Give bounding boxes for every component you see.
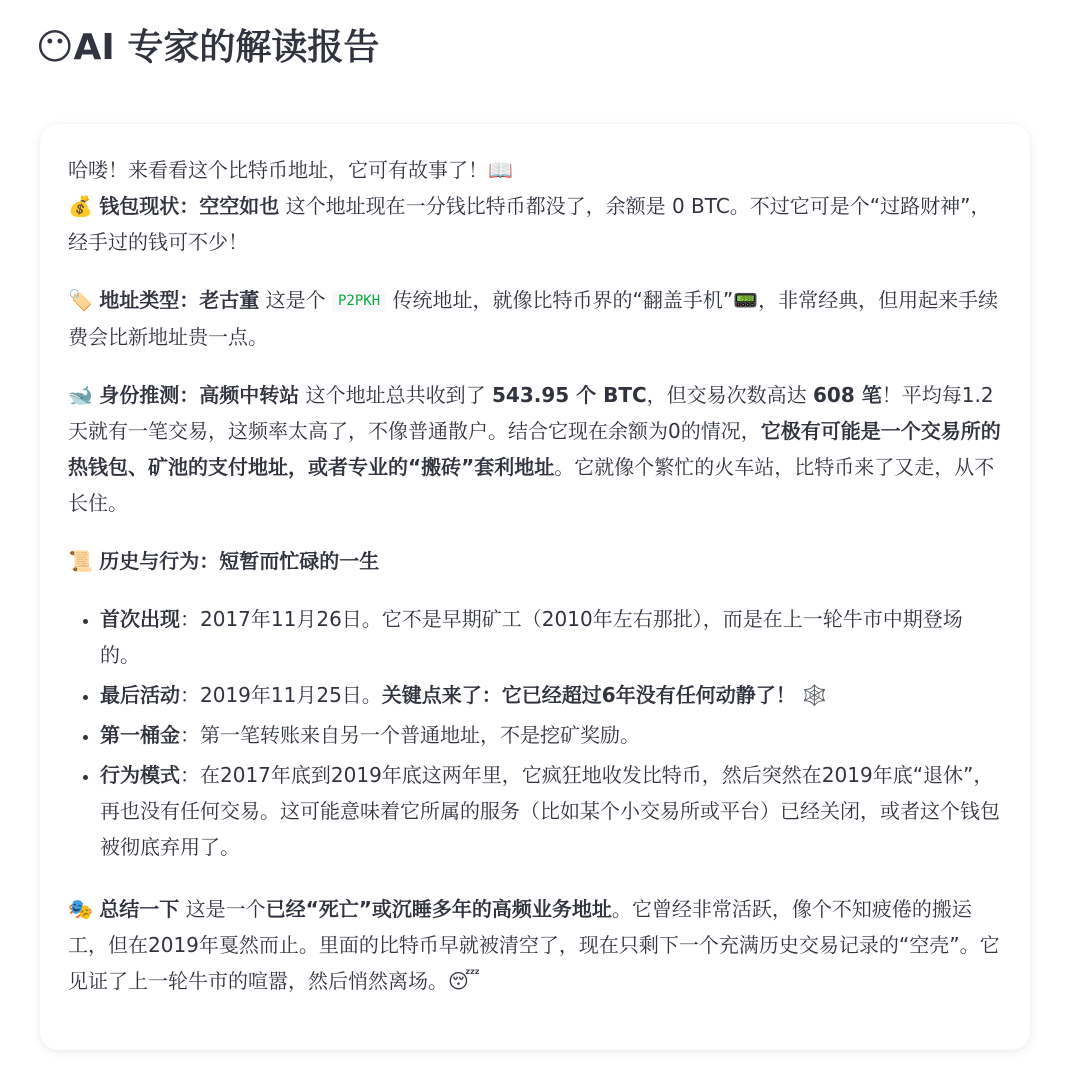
money-bag-icon: 💰 (68, 194, 93, 218)
scroll-icon: 📜 (68, 549, 93, 573)
report-card (40, 124, 1030, 1050)
summary-paragraph (68, 891, 1002, 999)
identity-text-2: ，但交易次数高达 (646, 383, 814, 407)
summary-text-2: 。它曾经非常活跃，像个不知疲倦的搬运工，但在2019年戛然而止。里面的比特币早就被清空了，现在只剩下一个充满历史交易记录的“空壳”。它见证了上一轮牛市的喧嚣，然后悄然离场。😴 (68, 897, 1000, 993)
summary-label: 总结一下 (99, 897, 180, 921)
whale-icon: 🐋 (68, 383, 93, 407)
list-item-label: 第一桶金 (100, 723, 180, 747)
summary-text-1: 这是一个 (179, 897, 266, 921)
history-list (68, 601, 1002, 865)
identity-text-4: 。它就像个繁忙的火车站，比特币来了又走，从不长住。 (68, 455, 995, 515)
identity-paragraph (68, 377, 1002, 521)
spider-web-icon: 🕸️ (795, 683, 827, 707)
address-type-paragraph (68, 282, 1002, 355)
address-type-pre: 这是个 (259, 288, 332, 312)
history-label: 历史与行为：短暂而忙碌的一生 (99, 549, 380, 573)
list-item-label: 首次出现 (100, 607, 180, 631)
intro-text (68, 152, 1002, 260)
list-item-text: ：2017年11月26日。它不是早期矿工（2010年左右那批），而是在上一轮牛市中期登场的。 (100, 607, 963, 667)
list-item (100, 601, 1002, 673)
identity-received-amount: 543.95 个 BTC (491, 383, 647, 407)
list-item-text: ：第一笔转账来自另一个普通地址，不是挖矿奖励。 (180, 723, 640, 747)
intro-line: 哈喽！来看看这个比特币地址，它可有故事了！📖 (68, 158, 513, 182)
list-item (100, 677, 1002, 713)
address-type-label: 地址类型：老古董 (99, 288, 260, 312)
page-title: 😶AI 专家的解读报告 (36, 27, 380, 68)
list-item-text: ：2019年11月25日。 (180, 683, 382, 707)
wallet-text: 这个地址现在一分钱比特币都没了，余额是 0 BTC。不过它可是个“过路财神”，经手过的钱可不少！ (68, 194, 991, 254)
identity-text-1: 这个地址总共收到了 (299, 383, 492, 407)
history-heading (68, 543, 1002, 579)
list-item (100, 717, 1002, 753)
list-item-highlight: 关键点来了：它已经超过6年没有任何动静了！ (381, 683, 796, 707)
wallet-label: 钱包现状：空空如也 (99, 194, 280, 218)
list-item-label: 最后活动 (100, 683, 180, 707)
identity-text-3: ！平均每1.2天就有一笔交易，这频率太高了，不像普通散户。结合它现在余额为0的情况， (68, 383, 994, 443)
summary-highlight: 已经“死亡”或沉睡多年的高频业务地址 (265, 897, 612, 921)
identity-label: 身份推测：高频中转站 (99, 383, 300, 407)
label-tag-icon: 🏷️ (68, 288, 93, 312)
identity-conclusion: 它极有可能是一个交易所的热钱包、矿池的支付地址，或者专业的“搬砖”套利地址 (68, 419, 1001, 479)
address-type-code: P2PKH (332, 290, 386, 312)
list-item-text: ：在2017年底到2019年底这两年里，它疯狂地收发比特币，然后突然在2019年底“退休”，再也没有任何交易。这可能意味着它所属的服务（比如某个小交易所或平台）已经关闭，或者这个钱包被彻底弃用了。 (100, 763, 1000, 859)
identity-tx-count: 608 笔 (813, 383, 882, 407)
list-item (100, 757, 1002, 865)
theater-masks-icon: 🎭 (68, 897, 93, 921)
list-item-label: 行为模式 (100, 763, 180, 787)
address-type-post: 传统地址，就像比特币界的“翻盖手机”📟，非常经典，但用起来手续费会比新地址贵一点。 (68, 288, 999, 349)
